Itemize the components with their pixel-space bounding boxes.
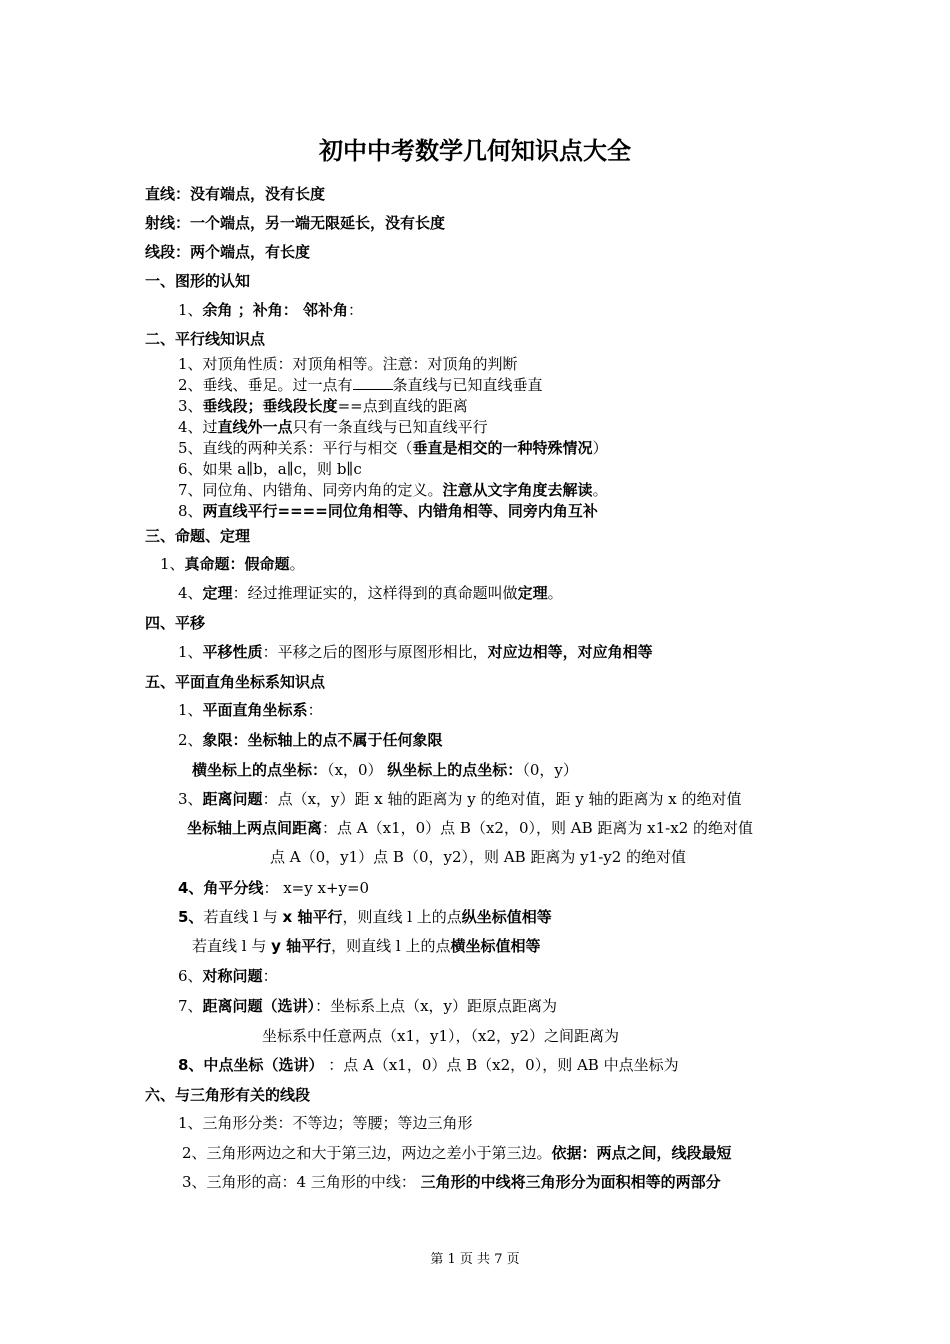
text-segment: ，则直线 l 上的点	[342, 908, 462, 926]
text-segment: ，则直线 l 上的点	[331, 937, 451, 955]
text-segment: 条直线与已知直线垂直	[392, 376, 543, 394]
text-line	[270, 847, 686, 867]
text-segment: ：平移之后的图形与原图形相比，	[262, 643, 488, 661]
text-line	[187, 818, 753, 838]
text-line	[178, 501, 598, 521]
text-line	[178, 438, 608, 458]
text-line	[178, 300, 363, 320]
text-segment: 一、图形的认知	[145, 272, 251, 290]
text-line	[178, 730, 443, 750]
text-segment: 7、同位角、内错角、同旁内角的定义。	[178, 481, 443, 499]
text-segment: 垂直是相交的一种特殊情况	[412, 439, 593, 457]
text-segment: 8、	[178, 502, 203, 520]
text-segment: 4、过	[178, 418, 218, 436]
text-segment: 两直线平行====同位角相等、内错角相等、同旁内角互补	[202, 502, 598, 520]
text-segment: ：点 A（x1，0）点 B（x2，0），则 AB 距离为 x1-x2 的绝对值	[322, 819, 754, 837]
text-segment: 1、对顶角性质：对顶角相等。注意：对顶角的判断	[178, 355, 518, 373]
text-segment: 六、与三角形有关的线段	[145, 1086, 311, 1104]
text-segment: 纵坐标上的点坐标：	[387, 761, 523, 779]
text-segment: ：	[307, 701, 323, 719]
text-segment: ：经过推理证实的，这样得到的真命题叫做	[232, 584, 518, 602]
text-segment: ：点 A（x1，0）点 B（x2，0），则 AB 中点坐标为	[323, 1056, 679, 1074]
text-segment: 5、直线的两种关系：平行与相交（	[178, 439, 413, 457]
text-segment: 定理	[517, 584, 548, 602]
text-line	[178, 907, 552, 927]
text-line	[145, 672, 325, 692]
text-segment: 象限：坐标轴上的点不属于任何象限	[202, 731, 443, 749]
text-segment: 若直线 l 与	[203, 908, 283, 926]
text-line	[178, 1113, 473, 1133]
text-segment: 2、三角形两边之和大于第三边，两边之差小于第三边。	[182, 1144, 552, 1162]
text-segment: 横坐标上的点坐标：	[192, 761, 328, 779]
text-segment: 2、垂线、垂足。过一点有	[178, 376, 353, 394]
text-line	[160, 554, 305, 574]
text-line	[178, 583, 563, 603]
text-segment: 余角 ；补角： 邻补角	[202, 301, 348, 319]
text-line	[182, 1172, 721, 1192]
text-segment: 坐标轴上两点间距离	[187, 819, 323, 837]
text-segment: 垂线段；垂线段长度	[202, 397, 338, 415]
text-segment: 四、平移	[145, 614, 206, 632]
text-segment: 距离问题（选讲）	[202, 997, 316, 1015]
text-segment: 1、	[178, 643, 203, 661]
text-segment: 3、	[178, 397, 203, 415]
text-segment: 若直线 l 与	[192, 937, 272, 955]
text-segment: （0，y）	[522, 761, 578, 779]
text-segment: 对应边相等，对应角相等	[487, 643, 653, 661]
text-segment: 。	[592, 481, 608, 499]
text-segment: 2、	[178, 731, 203, 749]
text-segment: 依据：两点之间，线段最短	[551, 1144, 732, 1162]
text-line	[145, 242, 310, 262]
text-segment: 距离问题	[202, 790, 263, 808]
text-segment: 射线：一个端点，另一端无限延长，没有长度	[145, 214, 446, 232]
text-segment: 二、平行线知识点	[145, 330, 266, 348]
text-segment: ： x=y x+y=0	[263, 879, 370, 897]
text-segment: 7、	[178, 997, 203, 1015]
text-segment: 直线外一点	[217, 418, 293, 436]
text-line	[145, 329, 265, 349]
text-line	[178, 966, 278, 986]
text-segment: 平移性质	[202, 643, 263, 661]
text-line	[145, 613, 205, 633]
text-segment: 纵坐标值相等	[461, 908, 552, 926]
text-segment: 8、中点坐标（选讲）	[178, 1056, 324, 1074]
text-line	[145, 213, 445, 233]
text-segment: ：	[262, 967, 278, 985]
text-segment: 横坐标值相等	[450, 937, 541, 955]
text-segment: 1、	[178, 301, 203, 319]
text-segment: 定理	[202, 584, 233, 602]
text-line	[178, 459, 362, 479]
text-segment: 五、平面直角坐标系知识点	[145, 673, 326, 691]
text-segment: 6、	[178, 967, 203, 985]
text-segment: ==点到直线的距离	[337, 397, 468, 415]
text-segment: ：点（x，y）距 x 轴的距离为 y 的绝对值，距 y 轴的距离为 x 的绝对值	[262, 790, 742, 808]
text-line	[178, 789, 742, 809]
text-segment: 三、命题、定理	[145, 527, 251, 545]
text-segment: 。	[289, 555, 305, 573]
text-segment: 真命题：假命题	[184, 555, 290, 573]
text-segment: 线段：两个端点，有长度	[145, 243, 311, 261]
text-segment: （x，0）	[327, 761, 388, 779]
text-segment: 1、	[178, 701, 203, 719]
text-segment: 3、	[178, 790, 203, 808]
text-line	[145, 184, 325, 204]
text-segment: 4、角平分线	[178, 879, 264, 897]
text-segment: 坐标系中任意两点（x1，y1），（x2，y2）之间距离为	[262, 1027, 620, 1045]
text-line	[192, 936, 540, 956]
text-line	[178, 375, 543, 395]
text-segment: 。	[547, 584, 563, 602]
fill-in-blank	[353, 375, 393, 390]
text-line	[178, 480, 608, 500]
text-segment: x 轴平行	[282, 908, 343, 926]
text-line	[178, 996, 557, 1016]
text-segment: 对称问题	[202, 967, 263, 985]
text-segment: 6、如果 a∥b，a∥c，则 b∥c	[178, 460, 362, 478]
page-footer: 第 1 页 共 7 页	[430, 1252, 520, 1267]
text-line	[178, 642, 653, 662]
text-segment: ：坐标系上点（x，y）距原点距离为	[315, 997, 557, 1015]
text-segment: ）	[592, 439, 608, 457]
text-line	[262, 1026, 619, 1046]
text-line	[178, 700, 323, 720]
text-segment: 平面直角坐标系	[202, 701, 308, 719]
text-segment: 点 A（0，y1）点 B（0，y2），则 AB 距离为 y1-y2 的绝对值	[270, 848, 687, 866]
page-title: 初中中考数学几何知识点大全	[319, 137, 631, 165]
text-segment: ：	[348, 301, 364, 319]
text-line	[145, 1085, 310, 1105]
text-line	[178, 354, 518, 374]
text-segment: 只有一条直线与已知直线平行	[292, 418, 488, 436]
text-line	[178, 417, 488, 437]
text-line	[145, 271, 250, 291]
text-line	[145, 526, 250, 546]
text-segment: 5、	[178, 908, 204, 926]
text-segment: 3、三角形的高：4 三角形的中线：	[182, 1173, 421, 1191]
text-segment: 1、	[160, 555, 185, 573]
text-segment: y 轴平行	[271, 937, 332, 955]
text-line	[178, 396, 468, 416]
text-line	[178, 878, 369, 898]
text-line	[192, 760, 578, 780]
text-segment: 1、三角形分类：不等边；等腰；等边三角形	[178, 1114, 473, 1132]
text-line	[178, 1055, 679, 1075]
text-segment: 4、	[178, 584, 203, 602]
text-segment: 三角形的中线将三角形分为面积相等的两部分	[420, 1173, 721, 1191]
text-segment: 直线：没有端点，没有长度	[145, 185, 326, 203]
text-line	[182, 1143, 732, 1163]
text-segment: 注意从文字角度去解读	[442, 481, 593, 499]
